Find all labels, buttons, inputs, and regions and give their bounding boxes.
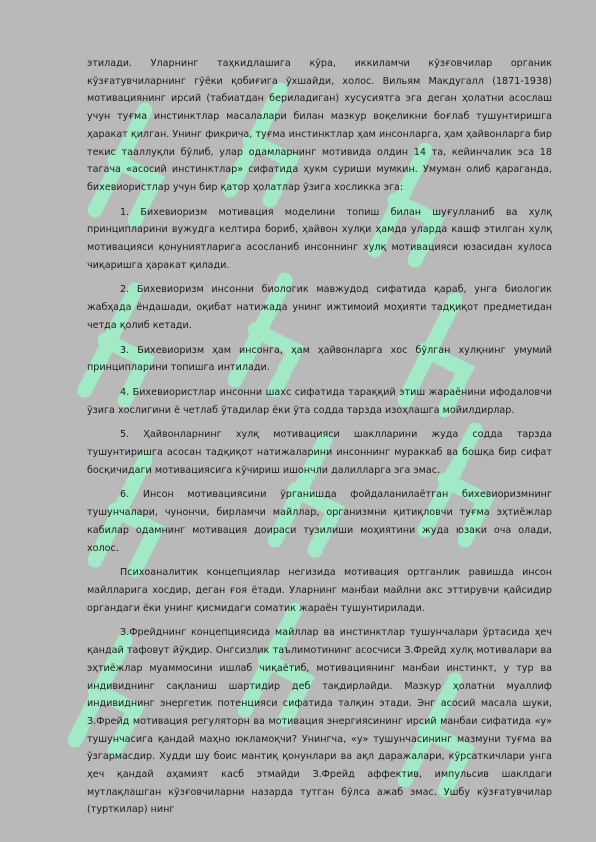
paragraph-7: 6. Инсон мотивациясини ўрганишда фойдаланилаётган бихевиоризмнинг тушунчалари, чунончи, бирламчи майллар, организмни қитиқловчи туғма эҳтиёжлар кабилар одамнинг мотивация доираси тузилиши моҳиятини жуда юзаки оча олади, холос. <box>87 489 552 554</box>
paragraph-5: 4. Бихевиористлар инсонни шахс сифатида тараққий этиш жараёнини ифодаловчи ўзига хослигини ё четлаб ўтадилар ёки ўта содда тарзда изоҳлашга мойилдирлар. <box>87 386 552 416</box>
paragraph-8: Психоаналитик концепциялар негизида мотивация ортганлик равишда инсон майлларига хосдир, деган ғоя ётади. Уларнинг манбаи майлни акс эттирувчи қайсидир органдаги ёки унинг қисмидаги соматик жараён тушунтирилади. <box>87 567 552 614</box>
paragraph-6: 5. Ҳайвонларнинг хулқ мотивацияси шаклларини жуда содда тарзда тушунтиришга асосан тадқиқот натижаларини инсоннинг мураккаб ва бошқа бир сифат босқичидаги мотивациясига кўчириш ишончли далилларга эга эмас. <box>87 429 552 476</box>
paragraph-3: 2. Бихевиоризм инсонни биологик мавжудод сифатида қараб, унга биологик жабҳада ёндашади, оқибат натижада унинг ижтимоий моҳияти тадқиқот предметидан четда қолиб кетади. <box>87 284 552 331</box>
document-body <box>87 55 552 826</box>
paragraph-2: 1. Бихевиоризм мотивация моделини топиш билан шуғулланиб ва хулқ принципларини вужудга келтира бориб, ҳайвон хулқи ҳамда уларда кашф этилган хулқ мотивацияси қонуниятларига асосланиб инсоннинг хулқ мотивацияси юзасидан хулоса чиқаришга ҳаракат қилади. <box>87 206 552 271</box>
paragraph-1: этилади. Уларнинг таҳкидлашига кўра, иккиламчи кўзғовчилар органик кўзғатувчиларнинг гўёки қобиғига ўхшайди, холос. Вильям Макдугалл (1871-1938) мотивациянинг ирсий (табиатдан бериладиган) хусусиятга эга деган ҳолатни асослаш учун туғма инстинктлар масалалари билан мазкур воқеликни боғлаб тушунтиришга ҳаракат қилган. Унинг фикрича, туғма инстинктлар ҳам инсонларга, ҳам ҳайвонларга бир текис тааллуқли бўлиб, улар одамларнинг мотивида олдин 14 та, кейинчалик эса 18 тагача «асосий инстинктлар» сифатида ҳукм суриши мумкин. Умуман олиб қараганда, бихевиористлар учун бир қатор ҳолатлар ўзига хосликка эга: <box>87 58 552 193</box>
paragraph-4: 3. Бихевиоризм ҳам инсонга, ҳам ҳайвонларга хос бўлган хулқнинг умумий принципларини топишга интилади. <box>87 344 552 374</box>
paragraph-9: З.Фрейднинг концепциясида майллар ва инстинктлар тушунчалари ўртасида ҳеч қандай тафовут йўқдир. Онгсизлик таълимотининг асосчиси З.Фрейд хулқ мотивалари ва эҳтиёжлар муаммосини ишлаб чиқаётиб, мотивациянинг манбаи инстинкт, у тур ва индивиднинг сақланиш шартидир деб тақдирлайди. Мазкур ҳолатни муаллиф индивиднинг энергетик потенцияси сифатида талқин этади. Энг асосий масала шуки, З.Фрейд мотивация регуляторн ва мотивация энергиясининг ирсий манбаи сифатида «у» тушунчасига қандай маҳно юкламоқчи? Унингча, «у» тушунчасининг мазмуни туғма ва ўзгармасдир. Худди шу боис мантиқ қонунлари ва ақл даражалари, кўрсаткичлари унга ҳеч қандай аҳамият касб этмайди З.Фрейд аффектив, импульсив шаклдаги мутлақлашган кўзғовчиларни назарда тутган бўлса ажаб эмас. Ушбу кўзғатувчилар (турткилар) нинг <box>87 627 552 816</box>
